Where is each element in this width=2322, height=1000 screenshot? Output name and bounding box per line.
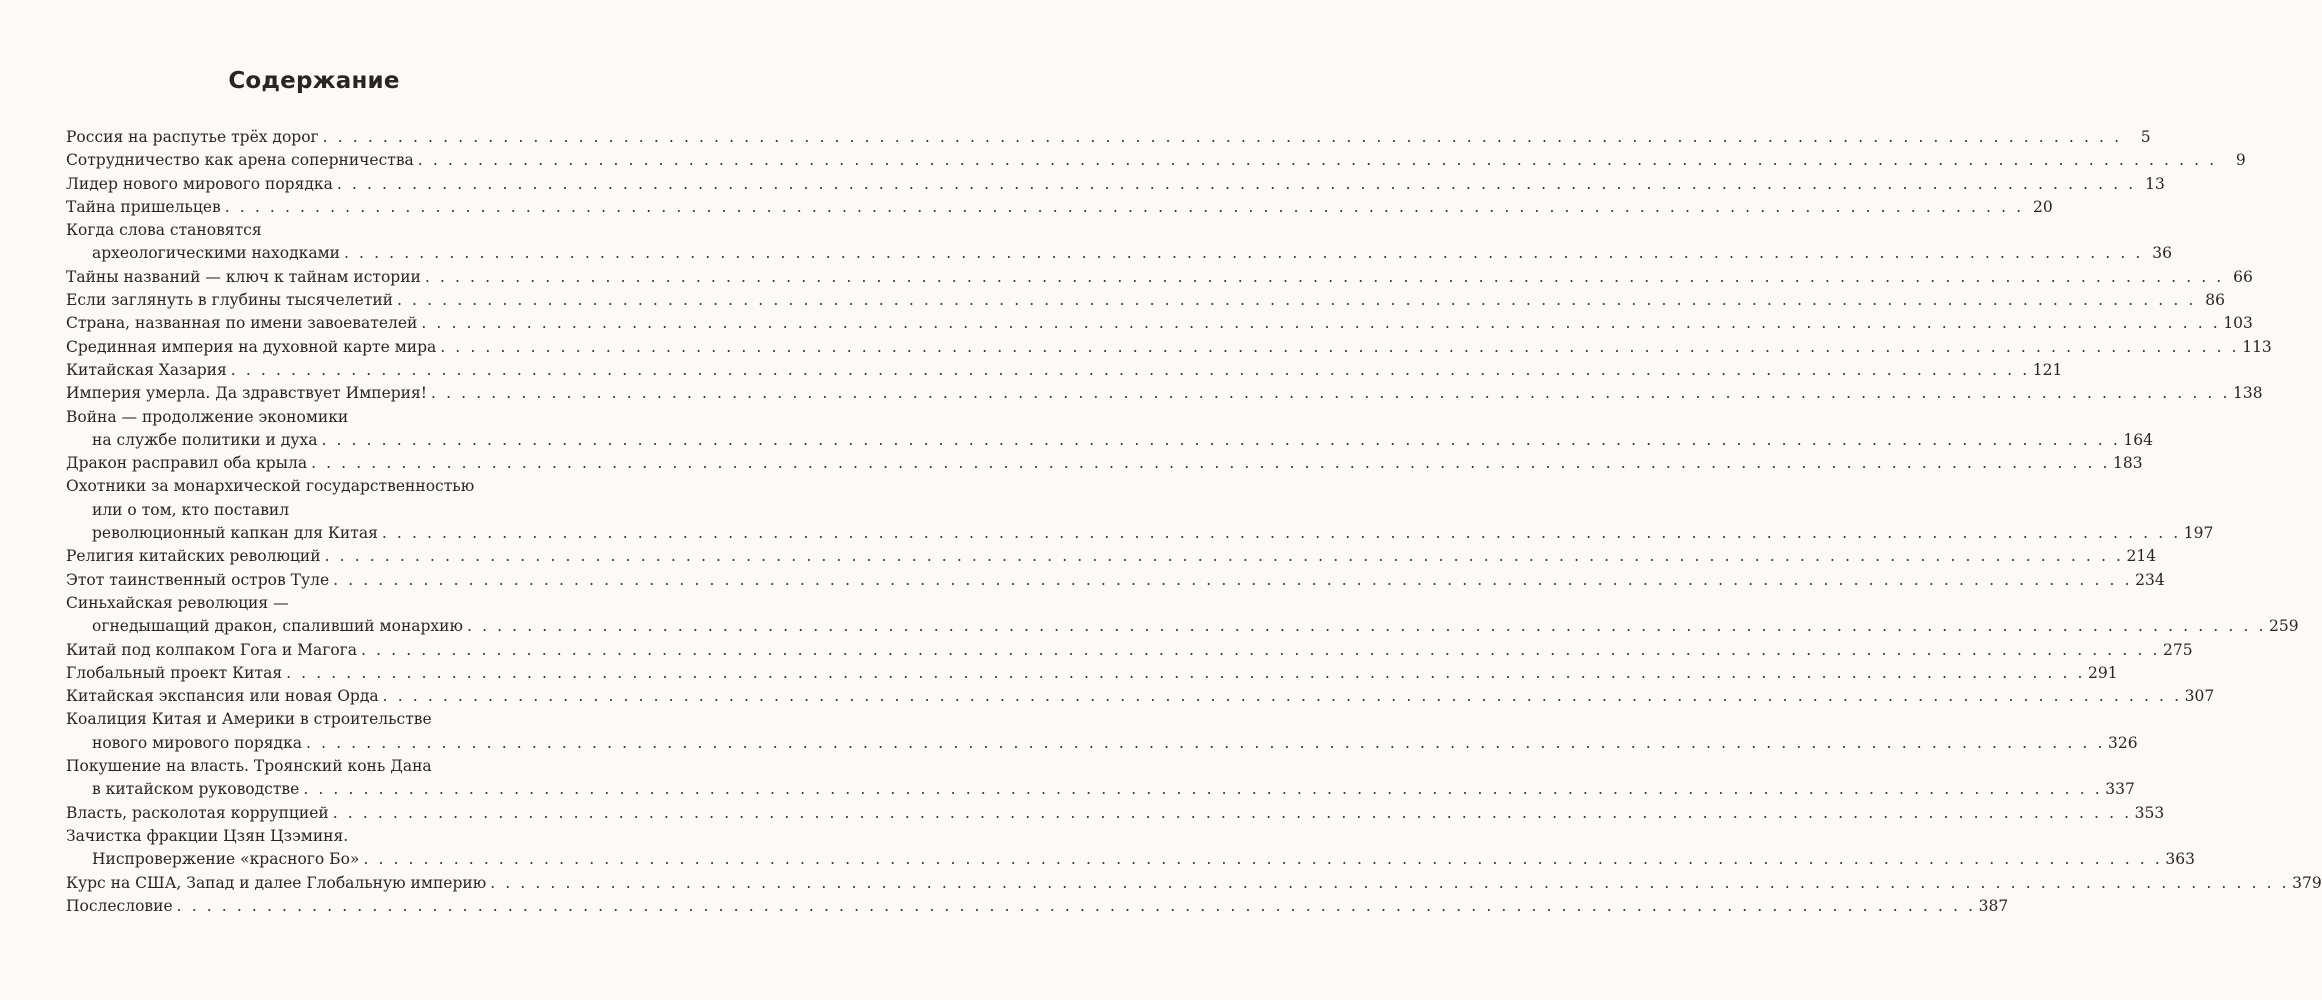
page-number: 36 [2152,244,2172,263]
toc-entry-title: Глобальный проект Китая [66,663,283,682]
table-of-contents [66,126,2322,918]
page-number: 259 [2268,617,2299,636]
toc-entry[interactable] [66,173,2165,196]
toc-entry[interactable] [66,872,2322,895]
toc-entry[interactable] [66,662,2118,685]
toc-entry[interactable] [66,406,2153,453]
dot-leader: . . . . . . . . . . . . . . . . . . . . . . . . . . . . . . . . . . . . . . . . . . . . . . . . . . . . . . . . . . . . . . . . . . . . . . . . . . . . . . . . . . . . . . . . . . . . . . . . . . . . . . . . . . . . . . . . . . . . . . . . [431,384,2230,403]
toc-entry-line [66,196,2053,219]
dot-leader: . . . . . . . . . . . . . . . . . . . . . . . . . . . . . . . . . . . . . . . . . . . . . . . . . . . . . . . . . . . . . . . . . . . . . . . . . . . . . . . . . . . . . . . . . . . . . . . . . . . . . . . . . . . . . . . . . . . . . . . . [176,896,1976,915]
toc-entry-title: Страна, названная по имени завоевателей [66,314,418,333]
page-number: 164 [2123,430,2153,449]
page-number: 363 [2165,850,2195,869]
toc-entry-title: Послесловие [66,896,173,915]
dot-leader: . . . . . . . . . . . . . . . . . . . . . . . . . . . . . . . . . . . . . . . . . . . . . . . . . . . . . . . . . . . . . . . . . . . . . . . . . . . . . . . . . . . . . . . . . . . . . . . . . . . . . . . . . . . . . . . . . . . . . . . . [490,873,2290,892]
toc-entry-continuation [66,848,2195,871]
toc-entry-title: Срединная империя на духовной карте мира [66,337,437,356]
dot-leader: . . . . . . . . . . . . . . . . . . . . . . . . . . . . . . . . . . . . . . . . . . . . . . . . . . . . . . . . . . . . . . . . . . . . . . . . . . . . . . . . . . . . . . . . . . . . . . . . . . . . . . . . . . . . . . . . . . . . . . . . [336,174,2136,193]
page-title: Содержание [228,68,400,94]
page-number: 197 [2183,524,2214,543]
toc-entry[interactable] [66,475,2214,545]
dot-leader: . . . . . . . . . . . . . . . . . . . . . . . . . . . . . . . . . . . . . . . . . . . . . . . . . . . . . . . . . . . . . . . . . . . . . . . . . . . . . . . . . . . . . . . . . . . . . . . . . . . . . . . . . . . . . . . . . . . . . . . . [381,524,2181,543]
toc-entry-title: Если заглянуть в глубины тысячелетий [66,291,393,310]
dot-leader: . . . . . . . . . . . . . . . . . . . . . . . . . . . . . . . . . . . . . . . . . . . . . . . . . . . . . . . . . . . . . . . . . . . . . . . . . . . . . . . . . . . . . . . . . . . . . . . . . . . . . . . . . . . . . . . . . . . . . . . . [467,617,2266,636]
toc-entry-line [66,872,2322,895]
toc-entry-continuation [66,429,2153,452]
page-number: 5 [2140,128,2151,146]
dot-leader: . . . . . . . . . . . . . . . . . . . . . . . . . . . . . . . . . . . . . . . . . . . . . . . . . . . . . . . . . . . . . . . . . . . . . . . . . . . . . . . . . . . . . . . . . . . . . . . . . . . . . . . . . . . . . . . . . . . . . . . . [424,267,2224,286]
dot-leader: . . . . . . . . . . . . . . . . . . . . . . . . . . . . . . . . . . . . . . . . . . . . . . . . . . . . . . . . . . . . . . . . . . . . . . . . . . . . . . . . . . . . . . . . . . . . . . . . . . . . . . . . . . . . . . . . . . . . . . . . [332,803,2132,822]
toc-entry[interactable] [66,569,2165,592]
toc-entry[interactable] [66,755,2135,802]
page-number: 13 [2145,174,2165,193]
page-number: 113 [2242,337,2272,356]
toc-entry-line [66,312,2253,335]
toc-entry-line [66,149,2246,172]
page-number: 86 [2205,291,2225,310]
toc-entry-title: Тайны названий — ключ к тайнам истории [66,267,421,286]
toc-entry[interactable] [66,452,2143,475]
toc-entry-title: Китай под колпаком Гога и Магога [66,640,358,659]
page-number: 214 [2126,547,2157,566]
dot-leader: . . . . . . . . . . . . . . . . . . . . . . . . . . . . . . . . . . . . . . . . . . . . . . . . . . . . . . . . . . . . . . . . . . . . . . . . . . . . . . . . . . . . . . . . . . . . . . . . . . . . . . . . . . . . . . . . . . . . . . . . [343,244,2143,263]
toc-entry-title: Сотрудничество как арена соперничества [66,151,414,170]
toc-entry-line [66,266,2253,289]
toc-entry-title: Охотники за монархической государственностью [66,477,475,496]
toc-entry-line [66,895,2009,918]
toc-entry-title: революционный капкан для Китая [92,524,378,543]
toc-entry[interactable] [66,336,2272,359]
toc-entry-line [66,569,2165,592]
toc-entry-line [66,802,2165,825]
toc-entry-line [66,685,2215,708]
dot-leader: . . . . . . . . . . . . . . . . . . . . . . . . . . . . . . . . . . . . . . . . . . . . . . . . . . . . . . . . . . . . . . . . . . . . . . . . . . . . . . . . . . . . . . . . . . . . . . . . . . . . . . . . . . . . . . . . . . . . . . . . [224,197,2024,216]
toc-entry-line [66,336,2272,359]
toc-entry[interactable] [66,802,2165,825]
toc-entry-continuation [66,778,2135,801]
toc-entry-line [66,755,562,778]
toc-entry[interactable] [66,359,2063,382]
toc-entry-title: Империя умерла. Да здравствует Империя! [66,384,428,403]
dot-leader: . . . . . . . . . . . . . . . . . . . . . . . . . . . . . . . . . . . . . . . . . . . . . . . . . . . . . . . . . . . . . . . . . . . . . . . . . . . . . . . . . . . . . . . . . . . . . . . . . . . . . . . . . . . . . . . . . . . . . . . . [321,430,2121,449]
toc-entry-title: Война — продолжение экономики [66,407,349,426]
page-number: 275 [2163,640,2193,659]
toc-entry-line [66,452,2143,475]
dot-leader: . . . . . . . . . . . . . . . . . . . . . . . . . . . . . . . . . . . . . . . . . . . . . . . . . . . . . . . . . . . . . . . . . . . . . . . . . . . . . . . . . . . . . . . . . . . . . . . . . . . . . . . . . . . . . . . . . . . . . . . . [322,128,2122,146]
page-number: 387 [1978,896,2009,915]
toc-entry-title: Китайская Хазария [66,360,227,379]
toc-entry-title: Лидер нового мирового порядка [66,174,333,193]
dot-leader: . . . . . . . . . . . . . . . . . . . . . . . . . . . . . . . . . . . . . . . . . . . . . . . . . . . . . . . . . . . . . . . . . . . . . . . . . . . . . . . . . . . . . . . . . . . . . . . . . . . . . . . . . . . . . . . . . . . . . . . . [363,850,2163,869]
toc-entry[interactable] [66,126,2151,149]
toc-entry[interactable] [66,289,2225,312]
dot-leader: . . . . . . . . . . . . . . . . . . . . . . . . . . . . . . . . . . . . . . . . . . . . . . . . . . . . . . . . . . . . . . . . . . . . . . . . . . . . . . . . . . . . . . . . . . . . . . . . . . . . . . . . . . . . . . . . . . . . . . . . [311,454,2111,473]
toc-entry[interactable] [66,382,2263,405]
page-number: 138 [2232,384,2263,403]
page-number: 337 [2105,780,2135,799]
toc-entry-title: огнедышащий дракон, спаливший монархию [92,617,464,636]
toc-entry-title: Покушение на власть. Троянский конь Дана [66,757,432,776]
dot-leader: . . . . . . . . . . . . . . . . . . . . . . . . . . . . . . . . . . . . . . . . . . . . . . . . . . . . . . . . . . . . . . . . . . . . . . . . . . . . . . . . . . . . . . . . . . . . . . . . . . . . . . . . . . . . . . . . . . . . . . . . [382,687,2182,706]
toc-entry[interactable] [66,708,2138,755]
toc-entry-line [66,662,2118,685]
toc-entry-title: Курс на США, Запад и далее Глобальную империю [66,873,487,892]
toc-entry[interactable] [66,685,2215,708]
toc-entry-title: Когда слова становятся [66,221,262,240]
toc-entry[interactable] [66,545,2157,568]
toc-entry-continuation [66,732,2138,755]
toc-entry-title: Коалиция Китая и Америки в строительстве [66,710,432,729]
toc-entry-line [66,289,2225,312]
toc-entry-line [66,592,562,615]
toc-entry-title: Религия китайских революций [66,547,321,566]
toc-entry-line [66,406,562,429]
toc-entry-line [66,545,2157,568]
toc-entry-line [66,382,2263,405]
toc-entry[interactable] [66,196,2053,219]
toc-entry-title: Ниспровержение «красного Бо» [92,850,360,869]
dot-leader: . . . . . . . . . . . . . . . . . . . . . . . . . . . . . . . . . . . . . . . . . . . . . . . . . . . . . . . . . . . . . . . . . . . . . . . . . . . . . . . . . . . . . . . . . . . . . . . . . . . . . . . . . . . . . . . . . . . . . . . . [306,733,2105,752]
dot-leader: . . . . . . . . . . . . . . . . . . . . . . . . . . . . . . . . . . . . . . . . . . . . . . . . . . . . . . . . . . . . . . . . . . . . . . . . . . . . . . . . . . . . . . . . . . . . . . . . . . . . . . . . . . . . . . . . . . . . . . . . [361,640,2160,659]
page-number: 307 [2184,687,2215,706]
page-number: 291 [2088,663,2118,682]
toc-entry[interactable] [66,219,2172,266]
page-number: 183 [2113,454,2143,473]
dot-leader: . . . . . . . . . . . . . . . . . . . . . . . . . . . . . . . . . . . . . . . . . . . . . . . . . . . . . . . . . . . . . . . . . . . . . . . . . . . . . . . . . . . . . . . . . . . . . . . . . . . . . . . . . . . . . . . . . . . . . . . . [303,780,2103,799]
page-number: 326 [2107,733,2138,752]
toc-entry[interactable] [66,149,2246,172]
page-number: 353 [2134,803,2165,822]
toc-entry[interactable] [66,825,2195,872]
dot-leader: . . . . . . . . . . . . . . . . . . . . . . . . . . . . . . . . . . . . . . . . . . . . . . . . . . . . . . . . . . . . . . . . . . . . . . . . . . . . . . . . . . . . . . . . . . . . . . . . . . . . . . . . . . . . . . . . . . . . . . . . [324,547,2124,566]
dot-leader: . . . . . . . . . . . . . . . . . . . . . . . . . . . . . . . . . . . . . . . . . . . . . . . . . . . . . . . . . . . . . . . . . . . . . . . . . . . . . . . . . . . . . . . . . . . . . . . . . . . . . . . . . . . . . . . . . . . . . . . . [333,570,2133,589]
dot-leader: . . . . . . . . . . . . . . . . . . . . . . . . . . . . . . . . . . . . . . . . . . . . . . . . . . . . . . . . . . . . . . . . . . . . . . . . . . . . . . . . . . . . . . . . . . . . . . . . . . . . . . . . . . . . . . . . . . . . . . . . [396,291,2196,310]
toc-entry-title: Этот таинственный остров Туле [66,570,330,589]
toc-entry[interactable] [66,592,2299,639]
page-number: 103 [2223,314,2253,333]
toc-entry-title: Зачистка фракции Цзян Цзэминя. [66,826,349,845]
page-number: 9 [2235,151,2246,170]
toc-entry[interactable] [66,312,2253,335]
dot-leader: . . . . . . . . . . . . . . . . . . . . . . . . . . . . . . . . . . . . . . . . . . . . . . . . . . . . . . . . . . . . . . . . . . . . . . . . . . . . . . . . . . . . . . . . . . . . . . . . . . . . . . . . . . . . . . . . . . . . . . . . [230,360,2030,379]
toc-entry-continuation [66,522,2214,545]
toc-entry-continuation [66,242,2172,265]
toc-entry-line [66,825,562,848]
toc-entry-line [66,126,2151,149]
page-number: 20 [2032,197,2053,216]
toc-entry-title: Китайская экспансия или новая Орда [66,687,379,706]
toc-entry[interactable] [66,266,2253,289]
page-number: 66 [2233,267,2253,286]
toc-entry[interactable] [66,639,2193,662]
toc-entry-line [66,359,2063,382]
page-number: 379 [2292,873,2322,892]
page-number: 121 [2032,360,2063,379]
toc-entry-line [66,475,562,498]
toc-entry-title: или о том, кто поставил [92,500,290,519]
toc-entry-line [66,708,562,731]
toc-entry-title: на службе политики и духа [92,430,318,449]
toc-entry-title: нового мирового порядка [92,733,303,752]
toc-entry-continuation [66,615,2299,638]
dot-leader: . . . . . . . . . . . . . . . . . . . . . . . . . . . . . . . . . . . . . . . . . . . . . . . . . . . . . . . . . . . . . . . . . . . . . . . . . . . . . . . . . . . . . . . . . . . . . . . . . . . . . . . . . . . . . . . . . . . . . . . . [286,663,2086,682]
toc-entry-title: Власть, расколотая коррупцией [66,803,329,822]
toc-entry-line [66,173,2165,196]
toc-entry-title: в китайском руководстве [92,780,300,799]
toc-entry-line [66,219,562,242]
dot-leader: . . . . . . . . . . . . . . . . . . . . . . . . . . . . . . . . . . . . . . . . . . . . . . . . . . . . . . . . . . . . . . . . . . . . . . . . . . . . . . . . . . . . . . . . . . . . . . . . . . . . . . . . . . . . . . . . . . . . . . . . [421,314,2221,333]
dot-leader: . . . . . . . . . . . . . . . . . . . . . . . . . . . . . . . . . . . . . . . . . . . . . . . . . . . . . . . . . . . . . . . . . . . . . . . . . . . . . . . . . . . . . . . . . . . . . . . . . . . . . . . . . . . . . . . . . . . . . . . . [440,337,2240,356]
toc-entry-title: Россия на распутье трёх дорог [66,128,319,146]
toc-entry-title: Дракон расправил оба крыла [66,454,308,473]
toc-entry-line [66,639,2193,662]
page-number: 234 [2135,570,2165,589]
toc-entry[interactable] [66,895,2009,918]
toc-entry-title: Синьхайская революция — [66,593,289,612]
toc-entry-title: Тайна пришельцев [66,197,221,216]
dot-leader: . . . . . . . . . . . . . . . . . . . . . . . . . . . . . . . . . . . . . . . . . . . . . . . . . . . . . . . . . . . . . . . . . . . . . . . . . . . . . . . . . . . . . . . . . . . . . . . . . . . . . . . . . . . . . . . . . . . . . . . . [417,151,2217,170]
toc-entry-title: археологическими находками [92,244,340,263]
toc-entry-continuation [66,499,562,522]
